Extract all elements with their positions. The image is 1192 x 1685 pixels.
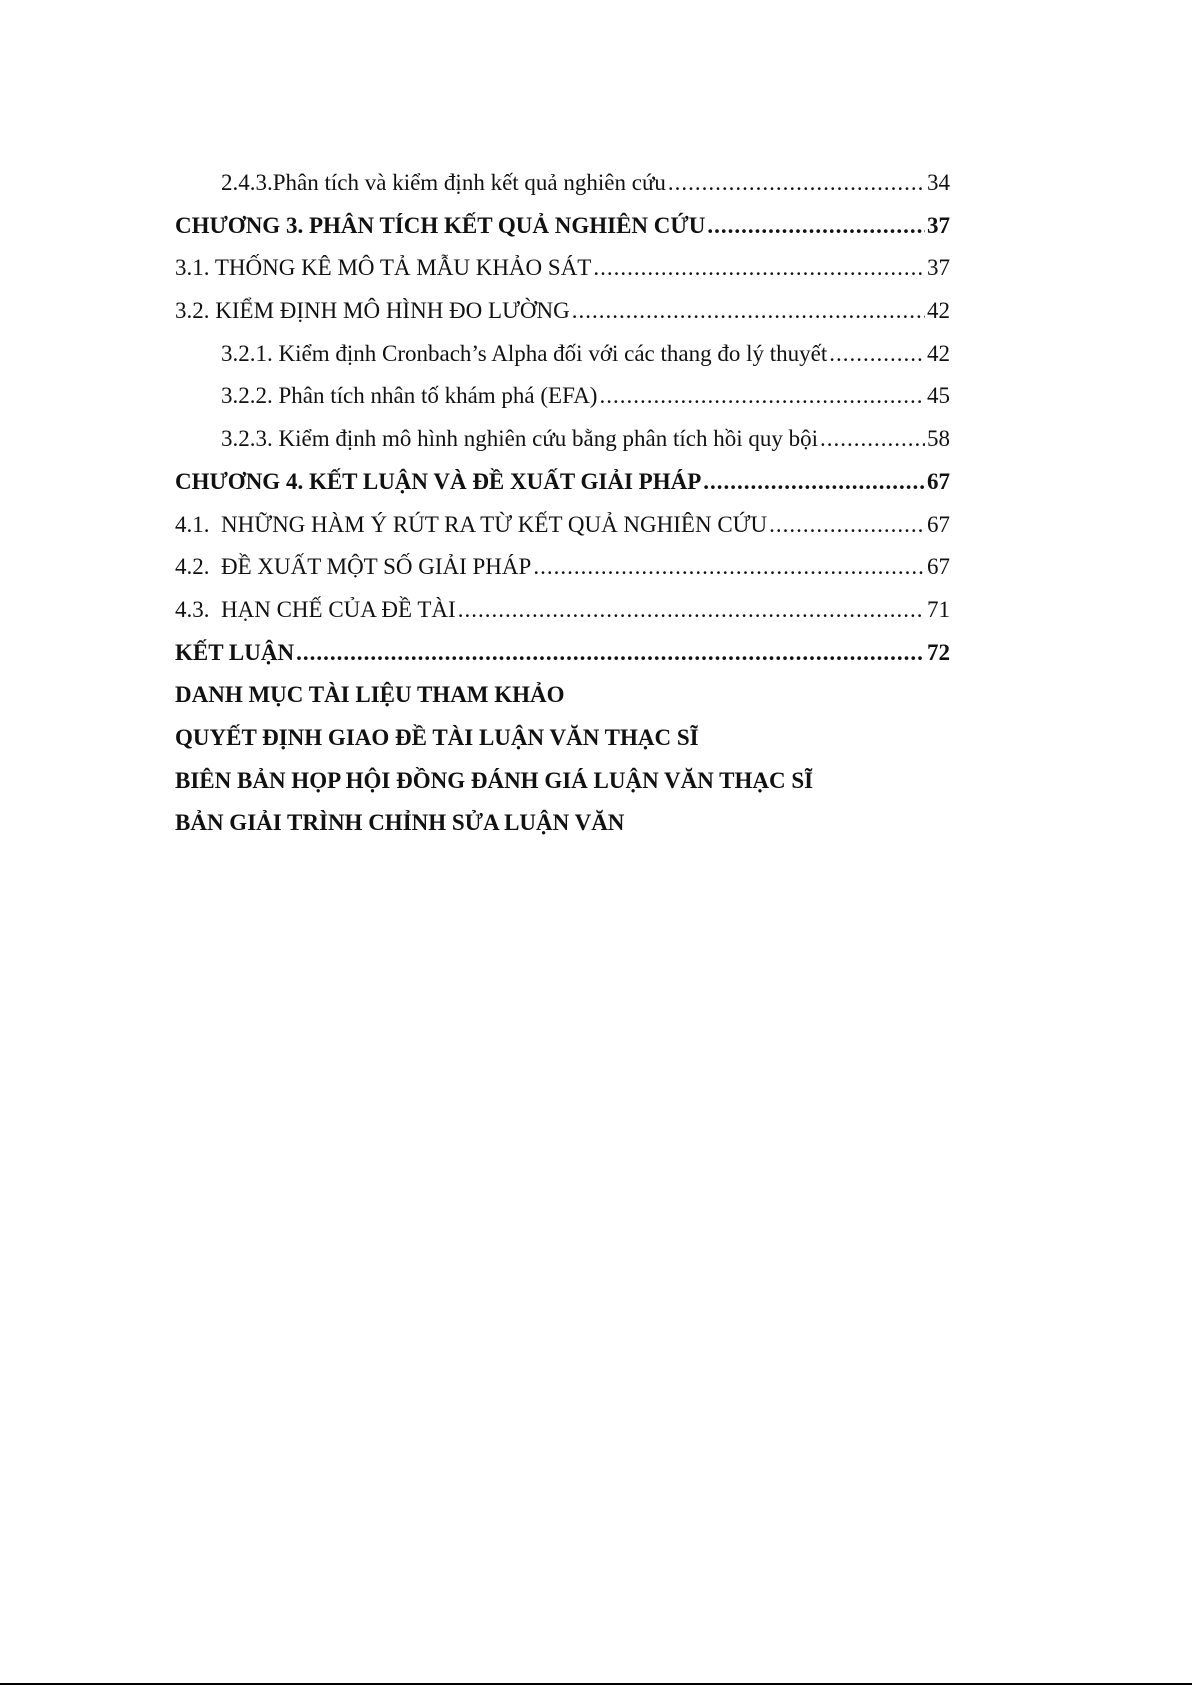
toc-entry-page: 34	[927, 170, 950, 195]
toc-entry-page: 45	[927, 383, 950, 409]
toc-entry-title: 3.2.3. Kiểm định mô hình nghiên cứu bằng phân tích hồi quy bội	[221, 426, 818, 452]
toc-entry-page: 42	[927, 340, 950, 366]
toc-leader-dots	[703, 469, 925, 495]
toc-entry-page: 58	[927, 426, 950, 452]
toc-entry[interactable]	[175, 426, 950, 469]
toc-leader-dots	[296, 640, 925, 666]
toc-entry-title: DANH MỤC TÀI LIỆU THAM KHẢO	[175, 682, 565, 708]
toc-leader-dots	[599, 383, 925, 409]
toc-entry-title: 2.4.3.Phân tích và kiểm định kết quả nghiên cứu	[221, 170, 666, 195]
toc-entry[interactable]	[175, 682, 950, 725]
toc-entry-page: 67	[927, 511, 950, 537]
toc-entry-page: 37	[927, 212, 950, 238]
toc-entry-title: 3.2. KIỂM ĐỊNH MÔ HÌNH ĐO LƯỜNG	[175, 298, 570, 324]
toc-entry[interactable]	[175, 255, 950, 298]
toc-entry-title: 4.3. HẠN CHẾ CỦA ĐỀ TÀI	[175, 596, 456, 622]
toc-entry[interactable]	[175, 383, 950, 426]
toc-entry[interactable]	[175, 512, 950, 555]
toc-entry[interactable]	[175, 469, 950, 512]
toc-leader-dots	[769, 512, 925, 538]
toc-entry-title: BẢN GIẢI TRÌNH CHỈNH SỬA LUẬN VĂN	[175, 810, 625, 836]
toc-entry-page: 42	[927, 298, 950, 324]
toc-leader-dots	[572, 298, 925, 324]
toc-entry-title: 3.2.2. Phân tích nhân tố khám phá (EFA)	[221, 383, 598, 409]
toc-leader-dots	[668, 170, 925, 196]
toc-entry-title: 4.2. ĐỀ XUẤT MỘT SỐ GIẢI PHÁP	[175, 554, 532, 580]
toc-entry[interactable]	[175, 597, 950, 640]
toc-entry-page: 67	[927, 554, 950, 580]
toc-leader-dots	[820, 426, 925, 452]
toc-leader-dots	[829, 341, 925, 367]
toc-entry[interactable]	[175, 170, 950, 213]
toc-entry[interactable]	[175, 810, 950, 853]
toc-entry-page: 67	[927, 468, 950, 494]
toc-entry-title: CHƯƠNG 3. PHÂN TÍCH KẾT QUẢ NGHIÊN CỨU	[175, 212, 706, 238]
toc-leader-dots	[707, 213, 925, 239]
toc-entry-page: 72	[927, 639, 950, 665]
toc-entry-title: 3.1. THỐNG KÊ MÔ TẢ MẪU KHẢO SÁT	[175, 255, 592, 281]
toc-entry[interactable]	[175, 768, 950, 811]
toc-entry-page: 37	[927, 255, 950, 281]
toc-entry[interactable]	[175, 640, 950, 683]
toc-entry[interactable]	[175, 341, 950, 384]
toc-entry-title: CHƯƠNG 4. KẾT LUẬN VÀ ĐỀ XUẤT GIẢI PHÁP	[175, 468, 702, 494]
toc-entry-page: 71	[927, 596, 950, 622]
toc-entry-title: 4.1. NHỮNG HÀM Ý RÚT RA TỪ KẾT QUẢ NGHIÊN CỨU	[175, 511, 768, 537]
toc-entry-title: BIÊN BẢN HỌP HỘI ĐỒNG ĐÁNH GIÁ LUẬN VĂN THẠC SĨ	[175, 767, 814, 793]
toc-entry-title: KẾT LUẬN	[175, 639, 295, 665]
table-of-contents	[175, 170, 950, 853]
toc-entry[interactable]	[175, 298, 950, 341]
toc-entry-title: 3.2.1. Kiểm định Cronbach’s Alpha đối với các thang đo lý thuyết	[221, 340, 828, 366]
toc-entry-title: QUYẾT ĐỊNH GIAO ĐỀ TÀI LUẬN VĂN THẠC SĨ	[175, 724, 699, 750]
toc-leader-dots	[458, 597, 925, 623]
toc-entry[interactable]	[175, 213, 950, 256]
toc-leader-dots	[533, 554, 925, 580]
toc-leader-dots	[593, 255, 925, 281]
toc-entry[interactable]	[175, 725, 950, 768]
toc-entry[interactable]	[175, 554, 950, 597]
